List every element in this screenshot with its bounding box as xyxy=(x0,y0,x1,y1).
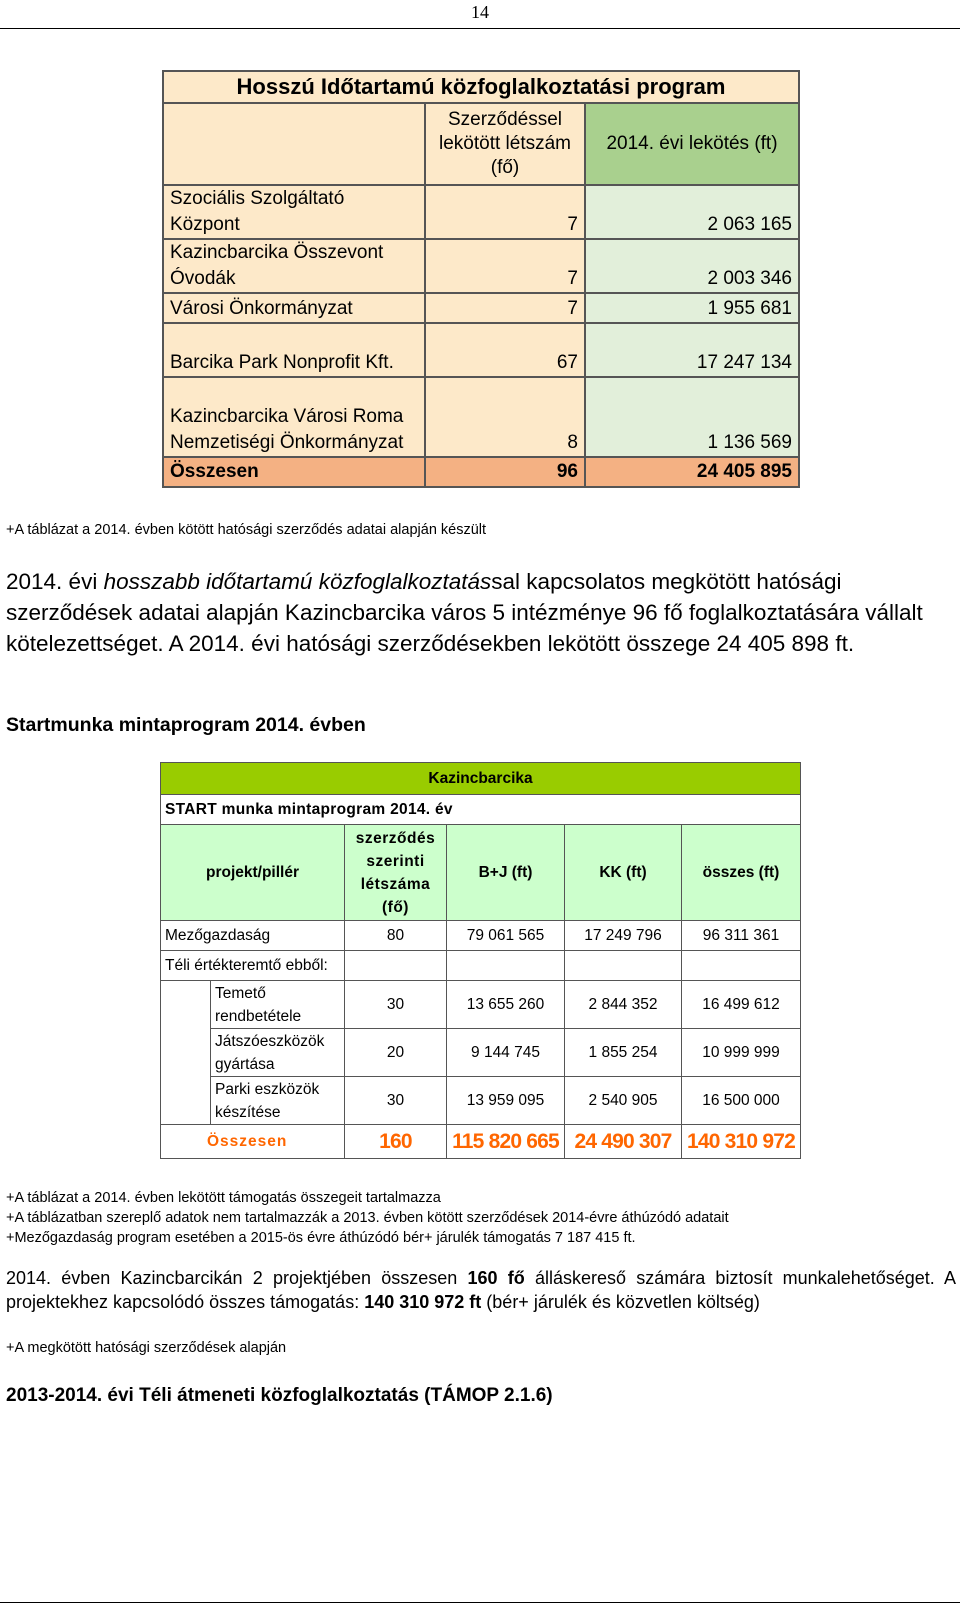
table2-agri-count: 80 xyxy=(345,921,447,951)
table1-total-count: 96 xyxy=(425,457,585,487)
footer-rule xyxy=(0,1602,960,1603)
table1-row-amount: 2 003 346 xyxy=(585,239,799,293)
table1-note: +A táblázat a 2014. évben kötött hatósági szerződés adatai alapján készült xyxy=(6,522,487,538)
table1-row-count: 7 xyxy=(425,293,585,323)
table1-header-amount: 2014. évi lekötés (ft) xyxy=(585,103,799,185)
table2-header-project: projekt/pillér xyxy=(161,825,345,921)
table2-sum-bj: 115 820 665 xyxy=(447,1125,565,1159)
table2-header-count: szerződés szerinti létszáma (fő) xyxy=(345,825,447,921)
paragraph1-part1: 2014. évi xyxy=(6,569,104,594)
table2-agri-kk: 17 249 796 xyxy=(565,921,682,951)
table2-note: +A táblázatban szereplő adatok nem tartalmazzák a 2013. évben kötött szerződések 2014-évre áthúzódó adatait xyxy=(6,1210,729,1226)
table2-header-kk: KK (ft) xyxy=(565,825,682,921)
table2-subrow-kk: 2 844 352 xyxy=(565,981,682,1029)
table2-subrow-label: Játszóeszközök gyártása xyxy=(211,1029,345,1077)
table2-subrow-total: 16 500 000 xyxy=(682,1077,801,1125)
table2-subrow-total: 16 499 612 xyxy=(682,981,801,1029)
paragraph2-part2: álláskereső számára biztosít munkalehetőséget. A projektekhez kapcsolódó összes támogatás: xyxy=(6,1268,956,1312)
heading-startmunka: Startmunka mintaprogram 2014. évben xyxy=(6,714,366,736)
heading-winter-program: 2013-2014. évi Téli átmeneti közfoglalkoztatás (TÁMOP 2.1.6) xyxy=(6,1385,553,1406)
table1-header-count: Szerződéssel lekötött létszám (fő) xyxy=(425,103,585,185)
table2-subrow-bj: 13 959 095 xyxy=(447,1077,565,1125)
paragraph2-part3: (bér+ járulék és közvetlen költség) xyxy=(481,1292,760,1312)
header-rule xyxy=(0,28,960,29)
table1-row-label: Városi Önkormányzat xyxy=(163,293,425,323)
table1-row-count: 7 xyxy=(425,185,585,239)
table1-row-amount: 17 247 134 xyxy=(585,323,799,377)
paragraph-long-term xyxy=(6,566,956,659)
table2-sum-total: 140 310 972 xyxy=(682,1125,801,1159)
long-term-program-table xyxy=(162,70,800,488)
table1-row-count: 67 xyxy=(425,323,585,377)
paragraph2-bold1: 160 fő xyxy=(467,1268,525,1288)
table1-row-label: Kazincbarcika Városi Roma Nemzetiségi Önkormányzat xyxy=(163,377,425,457)
table2-sum-count: 160 xyxy=(345,1125,447,1159)
table2-header-total: összes (ft) xyxy=(682,825,801,921)
table2-note: +A táblázat a 2014. évben lekötött támogatás összegeit tartalmazza xyxy=(6,1190,441,1206)
table1-row-count: 7 xyxy=(425,239,585,293)
table2-winter-empty xyxy=(345,951,447,981)
table2-agri-label: Mezőgazdaság xyxy=(161,921,345,951)
table1-row-label: Kazincbarcika Összevont Óvodák xyxy=(163,239,425,293)
table1-row-label: Barcika Park Nonprofit Kft. xyxy=(163,323,425,377)
table2-sum-label: Összesen xyxy=(161,1125,345,1159)
table2-subrow-total: 10 999 999 xyxy=(682,1029,801,1077)
table1-total-label: Összesen xyxy=(163,457,425,487)
table2-winter-empty xyxy=(447,951,565,981)
paragraph-startmunka xyxy=(6,1266,956,1314)
table1-row-amount: 2 063 165 xyxy=(585,185,799,239)
paragraph1-italic: hosszabb időtartamú közfoglalkoztatás xyxy=(103,569,492,594)
table2-subrow-label: Parki eszközök készítése xyxy=(211,1077,345,1125)
table2-header-bj: B+J (ft) xyxy=(447,825,565,921)
table1-total-amount: 24 405 895 xyxy=(585,457,799,487)
table2-subrow-label: Temető rendbetétele xyxy=(211,981,345,1029)
table2-subtitle: START munka mintaprogram 2014. év xyxy=(161,795,801,825)
table2-subrow-bj: 9 144 745 xyxy=(447,1029,565,1077)
table2-winter-label: Téli értékteremtő ebből: xyxy=(161,951,345,981)
table2-subrow-bj: 13 655 260 xyxy=(447,981,565,1029)
table2-agri-total: 96 311 361 xyxy=(682,921,801,951)
table2-note: +Mezőgazdaság program esetében a 2015-ös évre áthúzódó bér+ járulék támogatás 7 187 415 ft. xyxy=(6,1230,636,1246)
page-number: 14 xyxy=(471,2,489,22)
paragraph2-part1: 2014. évben Kazincbarcikán 2 projektjében összesen xyxy=(6,1268,468,1288)
startmunka-table xyxy=(160,762,801,1159)
table2-subrow-count: 30 xyxy=(345,981,447,1029)
table2-sum-kk: 24 490 307 xyxy=(565,1125,682,1159)
table2-winter-empty xyxy=(682,951,801,981)
paragraph2-bold2: 140 310 972 ft xyxy=(364,1292,482,1312)
table2-indent-cell xyxy=(161,981,211,1125)
table2-subrow-count: 20 xyxy=(345,1029,447,1077)
paragraph1-part2: sal kapcsolatos megkötött hatósági szerződések adatai alapján Kazincbarcika város 5 intézménye 96 fő foglalkoztatására vállalt kötelezettséget. A 2014. évi hatósági szerződésekben lekötött összege 24 405 898 ft. xyxy=(6,569,923,656)
table1-row-amount: 1 955 681 xyxy=(585,293,799,323)
table2-winter-empty xyxy=(565,951,682,981)
table2-top-title: Kazincbarcika xyxy=(161,763,801,795)
table1-row-amount: 1 136 569 xyxy=(585,377,799,457)
table1-row-count: 8 xyxy=(425,377,585,457)
contract-note: +A megkötött hatósági szerződések alapján xyxy=(6,1340,287,1356)
table1-row-label: Szociális Szolgáltató Központ xyxy=(163,185,425,239)
table2-agri-bj: 79 061 565 xyxy=(447,921,565,951)
table2-subrow-count: 30 xyxy=(345,1077,447,1125)
table2-subrow-kk: 1 855 254 xyxy=(565,1029,682,1077)
table1-header-empty xyxy=(163,103,425,185)
table1-title: Hosszú Időtartamú közfoglalkoztatási program xyxy=(163,71,799,103)
table2-subrow-kk: 2 540 905 xyxy=(565,1077,682,1125)
